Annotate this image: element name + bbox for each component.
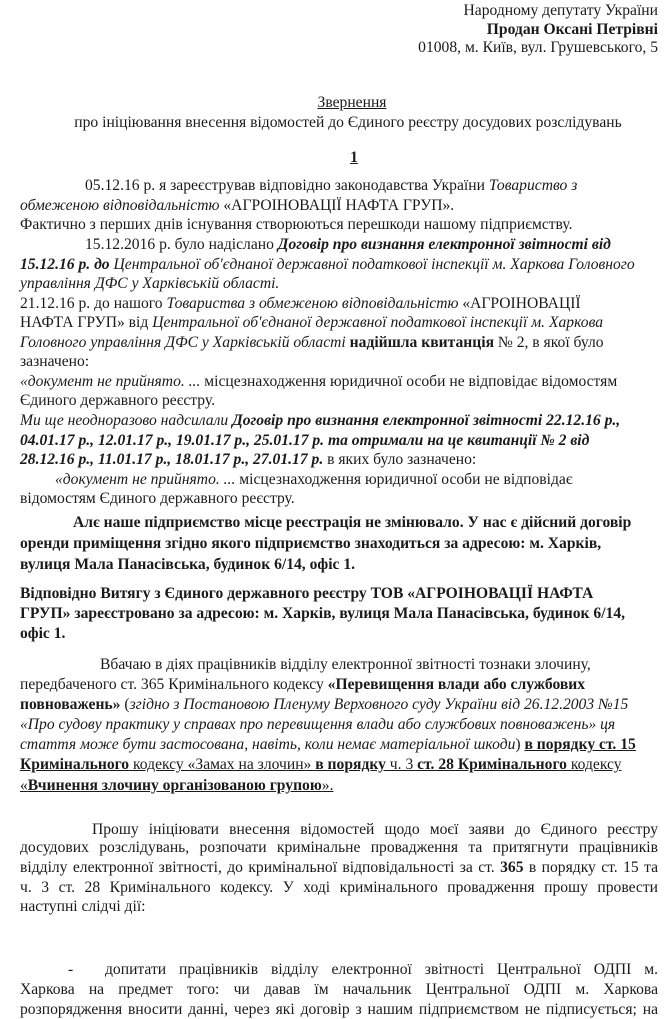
document-line (20, 859, 658, 877)
document-line (20, 216, 573, 234)
text-run: Товариство з (488, 177, 578, 194)
document-line (20, 1001, 658, 1019)
text-run: надійшла квитанція (349, 334, 495, 351)
text-run: «документ не прийнято. ... (55, 471, 236, 488)
text-run: 04.01.17 р., 12.01.17 р., 19.01.17 р., 25.01.17 р. та отримали на це квитанції № 2 від (20, 432, 590, 449)
text-run: Відповідно Витягу з Єдиного державного реєстру ТОВ «АГРОІНОВАЦІЇ НАФТА (20, 585, 594, 602)
text-run: ГРУП» зареєстровано за адресою: м. Харків, вулиця Мала Панасівська, будинок 6/14, (20, 605, 626, 622)
document-line (20, 256, 635, 274)
text-run: Єдиного державного реєстру. (20, 392, 216, 409)
addressee-name: Продан Оксані Петрівні (486, 21, 658, 38)
document-line (55, 471, 573, 489)
text-run: « (20, 777, 28, 794)
document-subtitle: про ініціювання внесення відомостей до Єдиного реєстру досудових розслідувань (74, 114, 622, 131)
document-title (20, 94, 664, 112)
text-run: 28.12.16 р., 11.01.17 р., 18.01.17 р., 27.01.17 р. (20, 451, 324, 468)
text-run: згідно з Постановою Пленуму Верховного суду України від 26.12.2003 №15 (129, 696, 629, 713)
document-line (20, 197, 454, 215)
text-run: допитати працівників відділу електронної звітності Центральної ОДПІ м. (105, 961, 658, 978)
document-line (20, 839, 658, 857)
document-line (20, 716, 615, 734)
document-line (20, 696, 628, 714)
text-run: наступні слідчі дії: (20, 898, 146, 915)
document-line (20, 605, 625, 623)
text-run: ( (120, 696, 130, 713)
text-run: ) (515, 736, 525, 753)
document-line (20, 535, 601, 553)
text-run: - (68, 961, 74, 978)
document-line (85, 177, 577, 195)
document-line (20, 879, 658, 897)
document-line (20, 412, 620, 430)
text-run: оренди приміщення згідно якого підприємство знаходиться за адресою: м. Харків, (20, 535, 602, 552)
addressee-line: Народному депутату України (463, 2, 658, 19)
text-run: Товариства з обмеженою відповідальністю (166, 295, 459, 312)
text-run: «АГРОІНОВАЦІЇ НАФТА ГРУП». (219, 197, 455, 214)
document-line (20, 275, 279, 293)
document-line (20, 736, 636, 754)
text-run: Кримінального (20, 756, 130, 773)
document-line (85, 236, 611, 254)
document-line (105, 961, 658, 979)
text-run: Договір про визнання електронної звітності 22.12.16 р., (232, 412, 621, 429)
document-line (20, 451, 476, 469)
text-run: Ми ще неодноразово надсилали (20, 412, 233, 429)
text-run: кодексу «Замах на злочин» (129, 756, 316, 773)
document-line (92, 821, 658, 839)
text-run: «Перевищення влади або службових (327, 676, 586, 693)
text-run: зазначено: (20, 353, 90, 370)
text-run: вулиця Мала Панасівська, будинок 6/14, офіс 1. (20, 556, 356, 573)
text-run: НАФТА ГРУП» від (20, 314, 153, 331)
text-run: «документ не прийнято. ... (20, 373, 201, 390)
document-line (20, 353, 89, 371)
document-line (20, 432, 589, 450)
document-line (20, 777, 333, 795)
text-run: досудових розслідувань, розпочати кримінальне провадження та притягнути працівників (20, 839, 658, 856)
document-line (100, 656, 591, 674)
text-run: Прошу ініціювати внесення відомостей щодо моєї заяви до Єдиного реєстру (92, 821, 658, 838)
text-run: 21.12.16 р. до нашого (20, 295, 167, 312)
text-run: в порядку (315, 756, 386, 773)
document-line (20, 676, 585, 694)
document-line (68, 961, 73, 979)
text-run: місцезнаходження юридичної особи не відповідає (235, 471, 573, 488)
text-run: «Про судову практику у справах про перевищення влади або службових повноважень» ця (20, 716, 616, 733)
text-run: Головного управління ДФС у Харківській області (20, 334, 346, 351)
document-title-text: Звернення (317, 94, 387, 111)
document-line (20, 295, 581, 313)
text-run: в порядку ст. 15 та (523, 859, 658, 876)
document-line (20, 625, 65, 643)
text-run: 15.12.16 р. до (20, 256, 110, 273)
text-run: обмеженою відповідальністю (20, 197, 220, 214)
text-run: ст. 28 Кримінального (417, 756, 567, 773)
text-run: Центральної об'єднаної державної податкової інспекції м. Харкова Головного (109, 256, 635, 273)
document-line (20, 981, 658, 999)
text-run: стаття може бути застосована, навіть, коли немає матеріальної шкоди (20, 736, 516, 753)
text-run: ч. 3 ст. 28 Кримінального кодексу. У ході кримінального провадження прошу провести (20, 879, 658, 896)
text-run: ч. 3 (385, 756, 418, 773)
text-run: в порядку ст. 15 (524, 736, 636, 753)
document-line (20, 898, 146, 916)
document-line (20, 490, 295, 508)
text-run: Харкова на предмет того: чи давав їм начальник Центральної ОДПІ м. Харкова (20, 981, 658, 998)
text-run: відомостям Єдиного державного реєстру. (20, 490, 295, 507)
text-run: Центральної об'єднаної державної податкової інспекції м. Харкова (152, 314, 604, 331)
document-line (20, 556, 355, 574)
text-run: відділу електронної звітності, до кримінальної відповідальності за ст. (20, 859, 501, 876)
text-run: ». (321, 777, 334, 794)
page-number-text: 1 (350, 149, 358, 166)
text-run: передбаченого ст. 365 Кримінального кодексу (20, 676, 328, 693)
text-run: Вчинення злочину організованою групою (27, 777, 322, 794)
text-run: Вбачаю в діях працівників відділу електронної звітності тознаки злочину, (100, 656, 591, 673)
addressee-address: 01008, м. Київ, вул. Грушевського, 5 (418, 39, 658, 56)
text-run: місцезнаходження юридичної особи не відповідає відомостям (200, 373, 618, 390)
text-run: № 2, в якої було (494, 334, 604, 351)
text-run: 15.12.2016 р. було надіслано (85, 236, 278, 253)
document-line (20, 314, 603, 332)
text-run: 365 (500, 859, 524, 876)
document-line (20, 334, 604, 352)
document-line (20, 392, 215, 410)
text-run: розпорядження вносити данні, через які договір з нашим підприємством не підписується; на (20, 1001, 658, 1018)
text-run: Алє наше підприємство місце реєстрація не змінювало. У нас є дійсний договір (73, 514, 632, 531)
text-run: «АГРОІНОВАЦІЇ (458, 295, 581, 312)
text-run: офіс 1. (20, 625, 66, 642)
document-line (20, 585, 593, 603)
text-run: Фактично з перших днів існування створюються перешкоди нашому підприємству. (20, 216, 573, 233)
document-line (20, 756, 622, 774)
page-number (22, 149, 664, 167)
text-run: управління ДФС у Харківській області. (20, 275, 280, 292)
text-run: в яких було зазначено: (323, 451, 477, 468)
text-run: Договір про визнання електронної звітності від (277, 236, 611, 253)
document-line (20, 373, 617, 391)
text-run: повноважень» (20, 696, 121, 713)
text-run: 05.12.16 р. я зареєстрував відповідно законодавства України (85, 177, 489, 194)
document-line (73, 514, 631, 532)
text-run: кодексу (566, 756, 622, 773)
